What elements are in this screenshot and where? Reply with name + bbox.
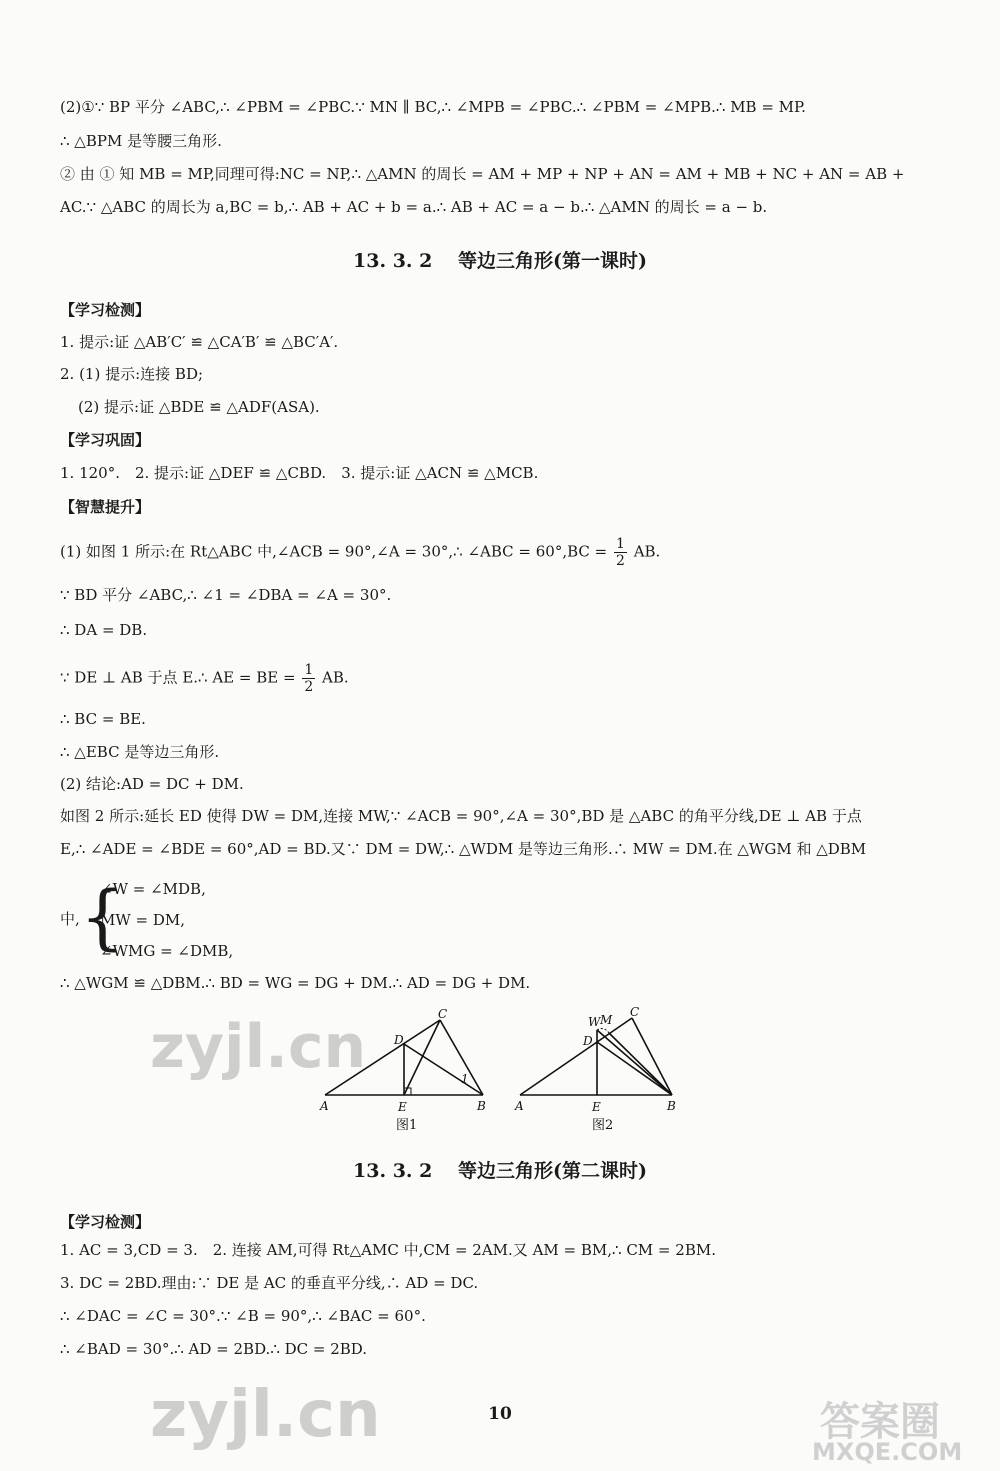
text-segment: AB. [322,668,349,687]
text-line: 1. 120°. 2. 提示:证 △DEF ≌ △CBD. 3. 提示:证 △ACN ≌ △MCB. [60,464,539,482]
angle-label: 1 [461,1072,469,1086]
fraction-numerator: 1 [304,662,314,678]
text-segment: 中, [60,910,80,928]
left-brace: { [80,876,125,958]
fraction-half [302,662,315,695]
section-label: 【学习检测】 [60,301,151,319]
segment-cb [632,1018,672,1095]
section-label: 【智慧提升】 [60,498,151,516]
text-line: ∴ DA = DB. [60,621,148,639]
text-line: (2) 提示:证 △BDE ≌ △ADF(ASA). [78,398,320,416]
point-label: D [394,1033,404,1047]
condition-line: MW = DM, [100,911,186,929]
text-line: 3. DC = 2BD.理由:∵ DE 是 AC 的垂直平分线,∴ AD = DC. [60,1274,479,1292]
figure-2 [520,1018,672,1095]
section-title: 13. 3. 2 等边三角形(第一课时) [353,250,647,272]
point-label: C [438,1007,448,1021]
text-line: ∴ BC = BE. [60,710,146,728]
text-line: ∴ ∠DAC = ∠C = 30°.∵ ∠B = 90°,∴ ∠BAC = 60°. [60,1307,426,1325]
point-label: E [592,1100,601,1114]
point-label: A [515,1099,524,1113]
text-line: 2. (1) 提示:连接 BD; [60,365,204,383]
point-label: B [667,1099,676,1113]
figure-caption: 图1 [396,1118,418,1133]
text-line [60,662,960,695]
watermark: 答案圈 [820,1399,940,1445]
text-line: (2) 结论:AD = DC + DM. [60,775,244,793]
fraction-denominator: 2 [304,679,314,695]
point-label: M [600,1013,613,1027]
point-label: D [583,1034,593,1048]
fraction-denominator: 2 [616,553,625,569]
text-line [60,536,960,569]
text-line: 1. AC = 3,CD = 3. 2. 连接 AM,可得 Rt△AMC 中,CM = 2AM.又 AM = BM,∴ CM = 2BM. [60,1241,716,1259]
text-line: AC.∵ △ABC 的周长为 a,BC = b,∴ AB + AC + b = a.∴ AB + AC = a − b.∴ △AMN 的周长 = a − b. [60,198,768,216]
condition-line: ∠W = ∠MDB, [100,880,206,898]
text-segment: (1) 如图 1 所示:在 Rt△ABC 中,∠ACB = 90°,∠A = 30°,∴ ∠ABC = 60°,BC = [60,542,608,561]
point-label: B [477,1099,486,1113]
text-line: ∵ BD 平分 ∠ABC,∴ ∠1 = ∠DBA = ∠A = 30°. [60,586,392,604]
point-label: E [398,1100,407,1114]
text-line: ∴ △EBC 是等边三角形. [60,743,220,761]
fraction-half [614,536,627,569]
segment-wb [597,1030,672,1095]
text-line: 如图 2 所示:延长 ED 使得 DW = DM,连接 MW,∵ ∠ACB = 90°,∠A = 30°,BD 是 △ABC 的角平分线,DE ⊥ AB 于点 [60,807,862,825]
watermark: zyjl.cn [150,1012,367,1082]
text-line: ∴ ∠BAD = 30°.∴ AD = 2BD.∴ DC = 2BD. [60,1340,368,1358]
segment-ac [520,1018,632,1095]
figure-caption: 图2 [592,1118,614,1133]
brace-conditions [100,874,233,967]
text-segment: ∵ DE ⊥ AB 于点 E.∴ AE = BE = [60,668,296,687]
section-title: 13. 3. 2 等边三角形(第二课时) [353,1160,647,1182]
fraction-numerator: 1 [616,536,625,552]
condition-line: ∠WMG = ∠DMB, [100,942,234,960]
point-label: A [320,1099,329,1113]
text-line: 1. 提示:证 △AB′C′ ≌ △CA′B′ ≌ △BC′A′. [60,333,339,351]
text-line: E,∴ ∠ADE = ∠BDE = 60°,AD = BD.又∵ DM = DW,∴ △WDM 是等边三角形.∴ MW = DM.在 △WGM 和 △DBM [60,840,867,858]
text-line: ∴ △WGM ≌ △DBM.∴ BD = WG = DG + DM.∴ AD = DG + DM. [60,974,531,992]
watermark: zyjl.cn [150,1378,381,1452]
segment-mb [609,1033,672,1095]
watermark: MXQE.COM [812,1438,963,1466]
section-label: 【学习巩固】 [60,431,151,449]
section-label: 【学习检测】 [60,1213,151,1231]
point-label: W [588,1015,601,1029]
text-line: (2)①∵ BP 平分 ∠ABC,∴ ∠PBM = ∠PBC.∵ MN ∥ BC,∴ ∠MPB = ∠PBC.∴ ∠PBM = ∠MPB.∴ MB = MP. [60,98,806,116]
text-line: ∴ △BPM 是等腰三角形. [60,132,222,150]
segment-db [597,1042,672,1095]
point-label: C [630,1005,640,1019]
page-number: 10 [488,1404,512,1424]
text-segment: AB. [633,542,661,561]
text-line: ② 由 ① 知 MB = MP,同理可得:NC = NP,∴ △AMN 的周长 = AM + MP + NP + AN = AM + MB + NC + AN = AB + [60,165,905,183]
